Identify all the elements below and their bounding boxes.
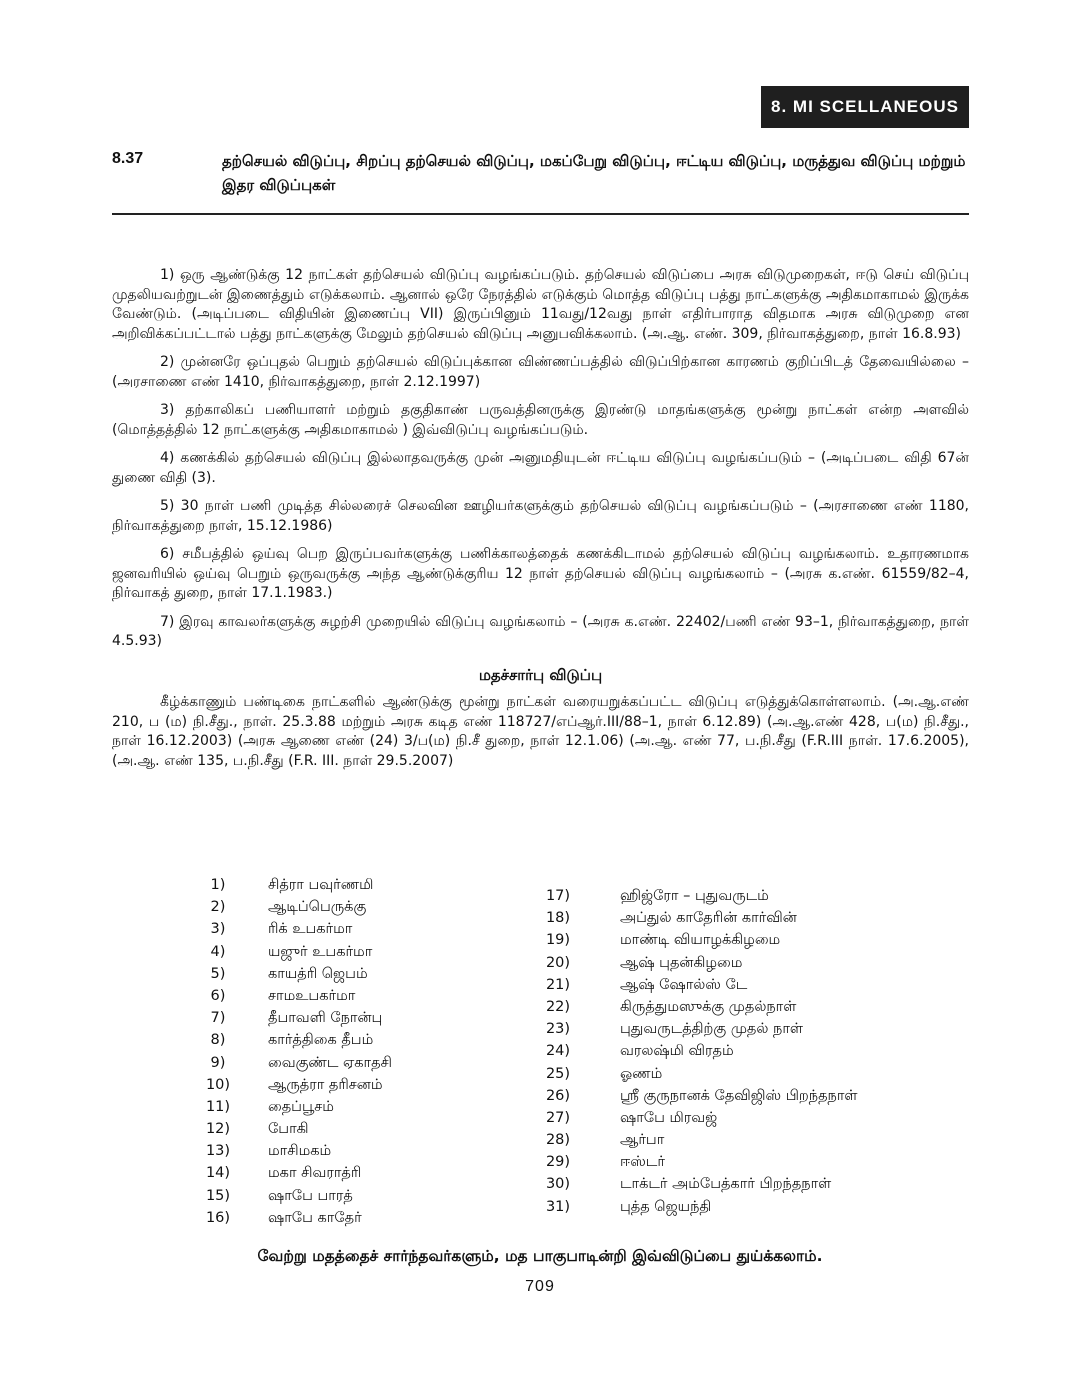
list-item-label: மகா சிவராத்ரி — [268, 1165, 362, 1182]
list-item-number: 26) — [545, 1087, 571, 1104]
list-item-label: கார்த்திகை தீபம் — [268, 1032, 374, 1049]
chapter-badge: 8. MI SCELLANEOUS — [761, 86, 969, 128]
list-item-label: தைப்பூசம் — [268, 1098, 334, 1115]
list-item-number: 5) — [210, 965, 226, 982]
list-item-label: தீபாவளி நோன்பு — [268, 1010, 383, 1027]
list-item — [190, 1140, 392, 1162]
title-divider — [112, 213, 969, 215]
page-number: 709 — [525, 1278, 555, 1295]
list-item-number: 28) — [545, 1132, 571, 1149]
list-item — [530, 1173, 858, 1195]
list-item — [190, 1118, 392, 1140]
list-item-label: ஹிஜ்ரோ – புதுவருடம் — [620, 888, 769, 904]
list-item — [530, 952, 858, 974]
list-item — [530, 1196, 858, 1218]
list-item-label: ஓணம் — [620, 1065, 663, 1082]
section-title: தற்செயல் விடுப்பு, சிறப்பு தற்செயல் விடுப்பு, மகப்பேறு விடுப்பு, ஈட்டிய விடுப்பு, மருத்துவ விடுப்பு மற்றும் இதர விடுப்புகள் — [222, 152, 966, 194]
paragraph: 7) இரவு காவலர்களுக்கு சுழற்சி முறையில் விடுப்பு வழங்கலாம் – (அரசு க.எண். 22402/பணி எண் 93–1, நிர்வாகத்துறை, நாள் 4.5.93) — [112, 613, 969, 649]
list-item — [190, 1207, 392, 1229]
list-item-number: 15) — [205, 1187, 231, 1204]
list-item-number: 11) — [205, 1098, 231, 1115]
festival-list-right — [530, 885, 858, 1218]
list-item-number: 19) — [545, 932, 571, 949]
list-item-number: 27) — [545, 1109, 571, 1126]
list-item-number: 13) — [205, 1143, 231, 1160]
paragraph: 2) முன்னரே ஒப்புதல் பெறும் தற்செயல் விடுப்புக்கான விண்ணப்பத்தில் விடுப்பிற்கான காரணம் குறிப்பிடத் தேவையில்லை – (அரசாணை எண் 1410, நிர்வாகத்துறை, நாள் 2.12.1997) — [112, 354, 969, 390]
list-item-number: 12) — [205, 1121, 231, 1138]
body-text — [112, 266, 969, 780]
list-item — [530, 1129, 858, 1151]
list-item — [530, 1063, 858, 1085]
list-item-number: 21) — [545, 976, 571, 993]
list-item-number: 7) — [210, 1010, 226, 1027]
list-item — [190, 874, 392, 896]
list-item-number: 10) — [205, 1076, 231, 1093]
list-item-label: டாக்டர் அம்பேத்கார் பிறந்தநாள் — [620, 1176, 832, 1193]
list-item-number: 17) — [545, 888, 571, 904]
list-item — [530, 1018, 858, 1040]
list-item — [190, 1074, 392, 1096]
list-item-number: 3) — [210, 921, 226, 938]
list-item — [190, 1185, 392, 1207]
list-item-number: 20) — [545, 954, 571, 971]
list-item-number: 2) — [210, 899, 226, 916]
list-item — [530, 1085, 858, 1107]
list-item-number: 9) — [210, 1054, 226, 1071]
list-item-label: யஜுர் உபகர்மா — [268, 943, 373, 960]
list-item-number: 25) — [545, 1065, 571, 1082]
list-item-label: சாமஉபகர்மா — [268, 987, 356, 1004]
subsection-intro: கீழ்க்காணும் பண்டிகை நாட்களில் ஆண்டுக்கு மூன்று நாட்கள் வரையறுக்கப்பட்ட விடுப்பு எடுத்துக்கொள்ளலாம். (அ.ஆ.எண் 210, ப (ம) நி.சீது., நாள். 25.3.88 மற்றும் அரசு கடித எண் 118727/எப்ஆர்.III/88–1, நாள் 6.12.89) (அ.ஆ.எண் 428, ப(ம) நி.சீது., நாள் 16.12.2003) (அரசு ஆணை எண் (24) 3/ப(ம) நி.சீ துறை, நாள் 12.1.06) (அ.ஆ. எண் 77, ப.நி.சீது (F.R.III நாள். 17.6.2005),(அ.ஆ. எண் 135, ப.நி.சீது (F.R. III. நாள் 29.5.2007) — [112, 694, 969, 769]
list-item-label: சித்ரா பவுர்ணமி — [268, 877, 374, 893]
list-item-label: கிருத்துமஸுக்கு முதல்நாள் — [620, 998, 797, 1015]
list-item-label: ஆஷ் புதன்கிழமை — [620, 954, 743, 971]
list-item — [530, 974, 858, 996]
list-item-number: 14) — [205, 1165, 231, 1182]
list-item-label: மாண்டி வியாழக்கிழமை — [620, 932, 781, 949]
list-item-label: போகி — [268, 1121, 309, 1138]
list-item-label: புத்த ஜெயந்தி — [620, 1198, 712, 1215]
list-item-label: வரலஷ்மி விரதம் — [620, 1043, 734, 1060]
list-item — [190, 1007, 392, 1029]
list-item — [190, 1162, 392, 1184]
paragraph: 6) சமீபத்தில் ஒய்வு பெற இருப்பவர்களுக்கு பணிக்காலத்தைக் கணக்கிடாமல் தற்செயல் விடுப்பு வழங்கலாம். உதாரணமாக ஜனவரியில் ஒய்வு பெறும் ஒருவருக்கு அந்த ஆண்டுக்குரிய 12 நாள் தற்செயல் விடுப்பு வழங்கலாம் – (அரசு க.எண். 61559/82–4, நிர்வாகத் துறை, நாள் 17.1.1983.) — [112, 546, 970, 601]
list-item-number: 22) — [545, 998, 571, 1015]
paragraph: 4) கணக்கில் தற்செயல் விடுப்பு இல்லாதவருக்கு முன் அனுமதியுடன் ஈட்டிய விடுப்பு வழங்கப்படும் – (அடிப்படை விதி 67ன் துணை விதி (3). — [112, 450, 969, 486]
list-item — [530, 1151, 858, 1173]
list-item-number: 4) — [210, 943, 226, 960]
list-item-label: வைகுண்ட ஏகாதசி — [268, 1054, 392, 1071]
list-item — [190, 918, 392, 940]
list-item-label: ஷாபே காதேர் — [268, 1209, 362, 1226]
paragraph: 5) 30 நாள் பணி முடித்த சில்லரைச் செலவின ஊழியர்களுக்கும் தற்செயல் விடுப்பு வழங்கப்படும் – (அரசாணை எண் 1180, நிர்வாகத்துறை நாள், 15.12.1986) — [112, 498, 969, 534]
list-item — [530, 996, 858, 1018]
list-item — [190, 963, 392, 985]
list-item-label: ஆடிப்பெருக்கு — [268, 899, 367, 916]
list-item — [530, 885, 858, 907]
list-item-label: ஈஸ்டர் — [620, 1154, 665, 1171]
list-item-label: ஷாபே பாரத் — [268, 1187, 353, 1204]
list-item — [530, 1040, 858, 1062]
list-item-number: 31) — [545, 1198, 571, 1215]
list-item — [190, 1029, 392, 1051]
paragraph: 1) ஒரு ஆண்டுக்கு 12 நாட்கள் தற்செயல் விடுப்பு வழங்கப்படும். தற்செயல் விடுப்பை அரசு விடுமுறைகள், ஈடு செய் விடுப்பு முதலியவற்றுடன் இணைத்தும் எடுக்கலாம். ஆனால் ஒரே நேரத்தில் எடுக்கும் மொத்த விடுப்பு பத்து நாட்களுக்கு அதிகமாகாமல் இருக்க வேண்டும். (அடிப்படை விதியின் இணைப்பு VII) இருப்பினும் 11வது/12வது நாள் எதிர்பாராத விதமாக அரசு விடுமுறை என அறிவிக்கப்பட்டால் பத்து நாட்களுக்கு மேலும் தற்செயல் விடுப்பு அனுபவிக்கலாம். (அ.ஆ. எண். 309, நிர்வாகத்துறை, நாள் 16.8.93) — [112, 267, 969, 342]
list-item-label: காயத்ரி ஜெபம் — [268, 965, 368, 982]
list-item — [530, 1107, 858, 1129]
list-item — [190, 941, 392, 963]
list-item — [190, 1052, 392, 1074]
list-item-number: 24) — [545, 1043, 571, 1060]
list-item-number: 8) — [210, 1032, 226, 1049]
list-item-number: 30) — [545, 1176, 571, 1193]
list-item-label: புதுவருடத்திற்கு முதல் நாள் — [620, 1021, 803, 1038]
section-number: 8.37 — [112, 150, 144, 167]
list-item — [190, 896, 392, 918]
list-item-number: 6) — [210, 987, 226, 1004]
list-item-label: ரிக் உபகர்மா — [268, 921, 353, 938]
subsection-heading: மதச்சார்பு விடுப்பு — [478, 665, 603, 684]
list-item-number: 1) — [210, 877, 226, 893]
list-item-label: ஸ்ரீ குருநானக் தேவிஜிஸ் பிறந்தநாள் — [620, 1087, 858, 1104]
list-item-label: ஆஷ் ஷோல்ஸ் டே — [620, 976, 748, 993]
list-item-number: 29) — [545, 1154, 571, 1171]
list-item — [530, 929, 858, 951]
list-item-number: 23) — [545, 1021, 571, 1038]
list-item-label: ஆருத்ரா தரிசனம் — [268, 1076, 383, 1093]
list-item — [190, 1096, 392, 1118]
list-item-label: ஆர்பா — [620, 1132, 665, 1149]
festival-list-left — [190, 874, 392, 1229]
list-item — [530, 907, 858, 929]
list-item-label: மாசிமகம் — [268, 1143, 332, 1160]
closing-note: வேற்று மதத்தைச் சார்ந்தவர்களும், மத பாகுபாடின்றி இவ்விடுப்பை துய்க்கலாம். — [257, 1247, 823, 1265]
list-item-number: 16) — [205, 1209, 231, 1226]
paragraph: 3) தற்காலிகப் பணியாளர் மற்றும் தகுதிகாண் பருவத்தினருக்கு இரண்டு மாதங்களுக்கு மூன்று நாட்கள் என்ற அளவில் (மொத்தத்தில் 12 நாட்களுக்கு அதிகமாகாமல் ) இவ்விடுப்பு வழங்கப்படும். — [112, 402, 969, 438]
list-item-label: அப்துல் காதேரின் கார்வின் — [620, 910, 797, 927]
list-item — [190, 985, 392, 1007]
list-item-label: ஷாபே மிரவஜ் — [620, 1109, 718, 1126]
list-item-number: 18) — [545, 910, 571, 927]
